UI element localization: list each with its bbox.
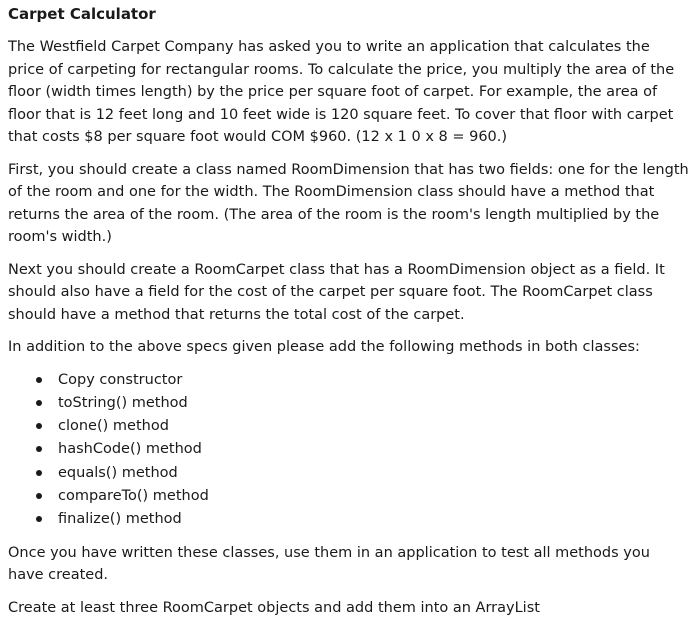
list-item-label: toString() method <box>58 394 188 411</box>
list-item <box>34 462 689 485</box>
test-paragraph: Once you have written these classes, use them in an application to test all methods you have created. <box>8 544 650 584</box>
list-item <box>34 369 689 392</box>
methods-list <box>8 369 689 532</box>
list-item <box>34 392 689 415</box>
list-item-label: clone() method <box>58 418 169 435</box>
list-item <box>34 485 689 508</box>
room-carpet-paragraph: Next you should create a RoomCarpet class that has a RoomDimension object as a field. It should also have a field for the cost of the carpet per square foot. The RoomCarpet class should have a method that returns the total cost of the carpet. <box>8 261 665 323</box>
intro-paragraph: The Westfield Carpet Company has asked you to write an application that calculates the price of carpeting for rectangular rooms. To calculate the price, you multiply the area of the floor (width times length) by the price per square foot of carpet. For example, the area of floor that is 12 feet long and 10 feet wide is 120 square feet. To cover that floor with carpet that costs $8 per square foot would COM $960. (12 x 1 0 x 8 = 960.) <box>8 39 675 145</box>
arraylist-paragraph: Create at least three RoomCarpet objects and add them into an ArrayList <box>8 599 540 616</box>
list-item-label: equals() method <box>58 464 178 481</box>
list-item-label: finalize() method <box>58 511 182 528</box>
room-dimension-paragraph: First, you should create a class named RoomDimension that has two fields: one for the length of the room and one for the width. The RoomDimension class should have a method that returns the area of the room. (The area of the room is the room's length multiplied by the room's width.) <box>8 161 689 245</box>
list-item-label: compareTo() method <box>58 487 209 504</box>
list-item-label: Copy constructor <box>58 371 183 388</box>
list-item <box>34 438 689 461</box>
addition-paragraph: In addition to the above specs given please add the following methods in both classes: <box>8 339 640 355</box>
list-item <box>34 508 689 531</box>
list-item <box>34 415 689 438</box>
list-item-label: hashCode() method <box>58 441 202 458</box>
document-title: Carpet Calculator <box>8 5 156 23</box>
